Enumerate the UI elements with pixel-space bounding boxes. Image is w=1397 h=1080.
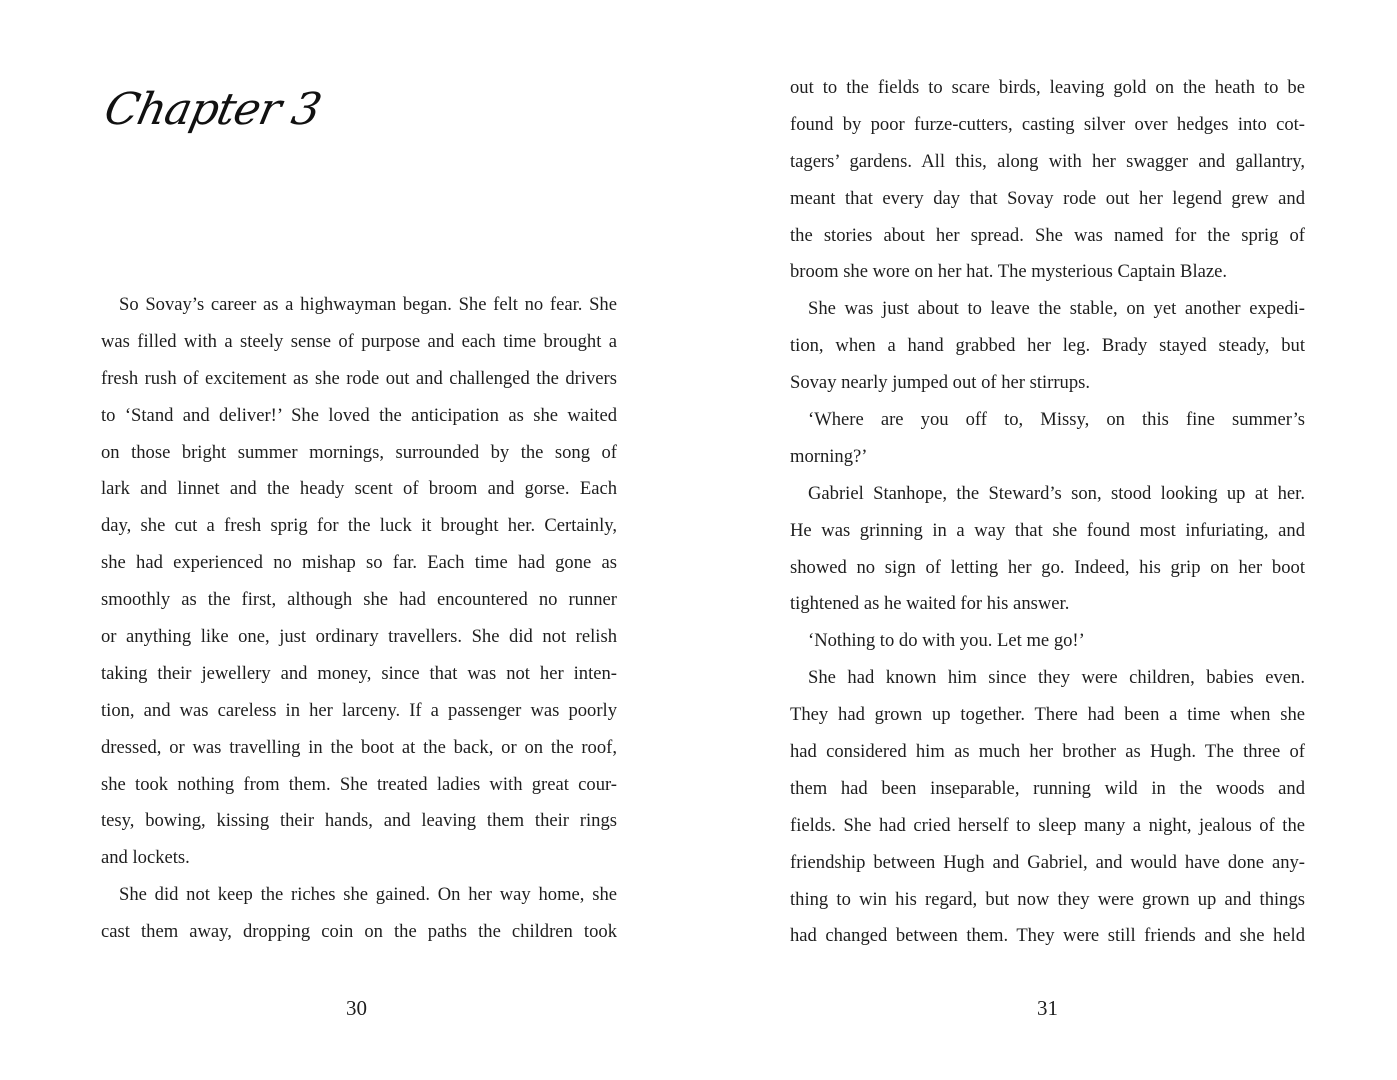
text-line: smoothly as the first, although she had encountered no runner — [101, 589, 617, 611]
text-line: had changed between them. They were still friends and she held — [790, 925, 1305, 947]
text-line: thing to win his regard, but now they were grown up and things — [790, 888, 1305, 910]
text-line: out to the fields to scare birds, leaving gold on the heath to be — [790, 77, 1305, 98]
text-line: tion, when a hand grabbed her leg. Brady stayed steady, but — [790, 335, 1305, 357]
left-page-text — [101, 287, 617, 951]
text-line: dressed, or was travelling in the boot at the back, or on the roof, — [101, 736, 617, 758]
text-line: fields. She had cried herself to sleep many a night, jealous of the — [790, 814, 1305, 836]
page-number: 30 — [346, 996, 367, 1020]
text-line: she took nothing from them. She treated ladies with great cour- — [101, 773, 617, 795]
text-line: ‘Where are you off to, Missy, on this fine summer’s — [808, 409, 1305, 431]
text-line: tightened as he waited for his answer. — [790, 593, 1070, 615]
text-line: morning?’ — [790, 445, 868, 467]
text-line: She did not keep the riches she gained. On her way home, she — [119, 884, 617, 906]
text-line: ‘Nothing to do with you. Let me go!’ — [808, 630, 1085, 652]
text-line: on those bright summer mornings, surrounded by the song of — [101, 441, 617, 463]
text-line: the stories about her spread. She was named for the sprig of — [790, 224, 1305, 246]
text-line: So Sovay’s career as a highwayman began. She felt no fear. She — [119, 294, 617, 315]
text-line: She had known him since they were children, babies even. — [808, 667, 1305, 689]
text-line: friendship between Hugh and Gabriel, and would have done any- — [790, 851, 1305, 873]
text-line: was filled with a steely sense of purpose and each time brought a — [101, 330, 617, 352]
text-line: He was grinning in a way that she found most infuriating, and — [790, 519, 1305, 541]
text-line: taking their jewellery and money, since that was not her inten- — [101, 662, 617, 684]
text-line: and lockets. — [101, 847, 190, 869]
text-line: them had been inseparable, running wild in the woods and — [790, 777, 1305, 799]
text-line: or anything like one, just ordinary travellers. She did not relish — [101, 626, 617, 648]
right-page — [698, 0, 1397, 1080]
text-line: had considered him as much her brother as Hugh. The three of — [790, 741, 1305, 763]
text-line: fresh rush of excitement as she rode out and challenged the drivers — [101, 367, 617, 389]
text-line: found by poor furze-cutters, casting silver over hedges into cot- — [790, 113, 1305, 135]
text-line: She was just about to leave the stable, on yet another expedi- — [808, 298, 1305, 320]
text-line: cast them away, dropping coin on the paths the children took — [101, 921, 617, 943]
text-line: Gabriel Stanhope, the Steward’s son, stood looking up at her. — [808, 482, 1305, 504]
text-line: tion, and was careless in her larceny. If a passenger was poorly — [101, 699, 617, 721]
text-line: she had experienced no mishap so far. Each time had gone as — [101, 552, 617, 574]
text-line: meant that every day that Sovay rode out her legend grew and — [790, 187, 1305, 209]
text-line: to ‘Stand and deliver!’ She loved the anticipation as she waited — [101, 404, 617, 426]
right-page-text — [790, 70, 1305, 955]
text-line: tesy, bowing, kissing their hands, and leaving them their rings — [101, 810, 617, 832]
text-line: They had grown up together. There had been a time when she — [790, 704, 1305, 726]
text-line: Sovay nearly jumped out of her stirrups. — [790, 372, 1091, 394]
text-line: tagers’ gardens. All this, along with her swagger and gallantry, — [790, 150, 1305, 172]
chapter-title: Chapter 3 — [100, 84, 325, 135]
text-line: lark and linnet and the heady scent of broom and gorse. Each — [101, 478, 617, 500]
left-page — [0, 0, 698, 1080]
text-line: showed no sign of letting her go. Indeed, his grip on her boot — [790, 556, 1305, 578]
text-line: day, she cut a fresh sprig for the luck it brought her. Certainly, — [101, 515, 617, 537]
page-number: 31 — [1037, 996, 1058, 1020]
text-line: broom she wore on her hat. The mysterious Captain Blaze. — [790, 261, 1228, 283]
